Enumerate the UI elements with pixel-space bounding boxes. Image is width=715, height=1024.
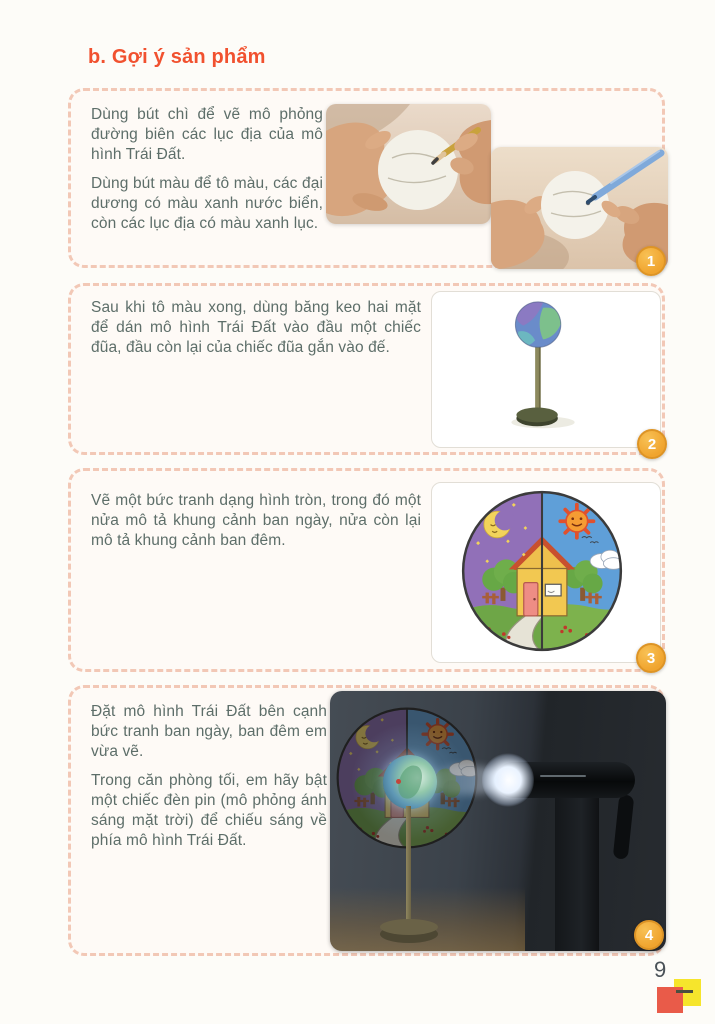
step-paragraph: Dùng bút màu để tô màu, các đại dương có màu xanh nước biển, còn các lục địa có màu xanh lục. xyxy=(91,175,323,232)
photo-hands-drawing-foam-ball xyxy=(326,104,491,224)
step-number-badge xyxy=(637,429,667,459)
publisher-logo-notch xyxy=(676,990,693,993)
step-3-text xyxy=(91,491,421,560)
step-number-badge xyxy=(636,246,666,276)
step-paragraph: Vẽ một bức tranh dạng hình tròn, trong đó một nửa mô tả khung cảnh ban ngày, nửa còn lại mô tả khung cảnh ban đêm. xyxy=(91,492,421,549)
step-number-badge xyxy=(636,643,666,673)
flashlight-strap xyxy=(613,794,635,859)
step-1-text xyxy=(91,105,323,243)
step-number-badge xyxy=(634,920,664,950)
step-paragraph: Trong căn phòng tối, em hãy bật một chiếc đèn pin (mô phỏng ánh sáng mặt trời) để chiếu sáng về phía mô hình Trái Đất. xyxy=(91,772,327,849)
step-number: 4 xyxy=(644,926,654,944)
step-number: 1 xyxy=(646,252,656,270)
step-box-2 xyxy=(68,283,665,455)
photo-dark-room-experiment xyxy=(330,691,666,951)
step-number: 2 xyxy=(647,435,657,453)
flashlight-highlight xyxy=(540,775,586,777)
step-paragraph: Đặt mô hình Trái Đất bên cạnh bức tranh ban ngày, ban đêm em vừa vẽ. xyxy=(91,703,327,760)
stand-base-top xyxy=(380,919,438,935)
step-box-3 xyxy=(68,468,665,672)
section-heading: b. Gợi ý sản phẩm xyxy=(88,46,266,68)
floor xyxy=(330,887,525,951)
day-night-circle-art xyxy=(459,488,625,654)
step-box-1 xyxy=(68,88,665,268)
figure-day-night-drawing xyxy=(431,482,661,663)
step-paragraph: Dùng bút chì để vẽ mô phỏng đường biên các lục địa của mô hình Trái Đất. xyxy=(91,106,323,163)
page-number: 9 xyxy=(654,957,667,982)
stand-stick xyxy=(406,806,411,930)
light-beam xyxy=(426,765,504,795)
step-paragraph: Sau khi tô màu xong, dùng băng keo hai mặt để dán mô hình Trái Đất vào đầu một chiếc đũa, đầu còn lại của chiếc đũa gắn vào đế. xyxy=(91,299,421,356)
step-2-text xyxy=(91,298,421,367)
step-number: 3 xyxy=(646,649,656,667)
step-4-text xyxy=(91,702,327,860)
figure-earth-model-on-stand xyxy=(431,291,661,448)
flashlight-support xyxy=(555,796,599,951)
pin xyxy=(396,779,401,784)
step-box-4 xyxy=(68,685,665,956)
